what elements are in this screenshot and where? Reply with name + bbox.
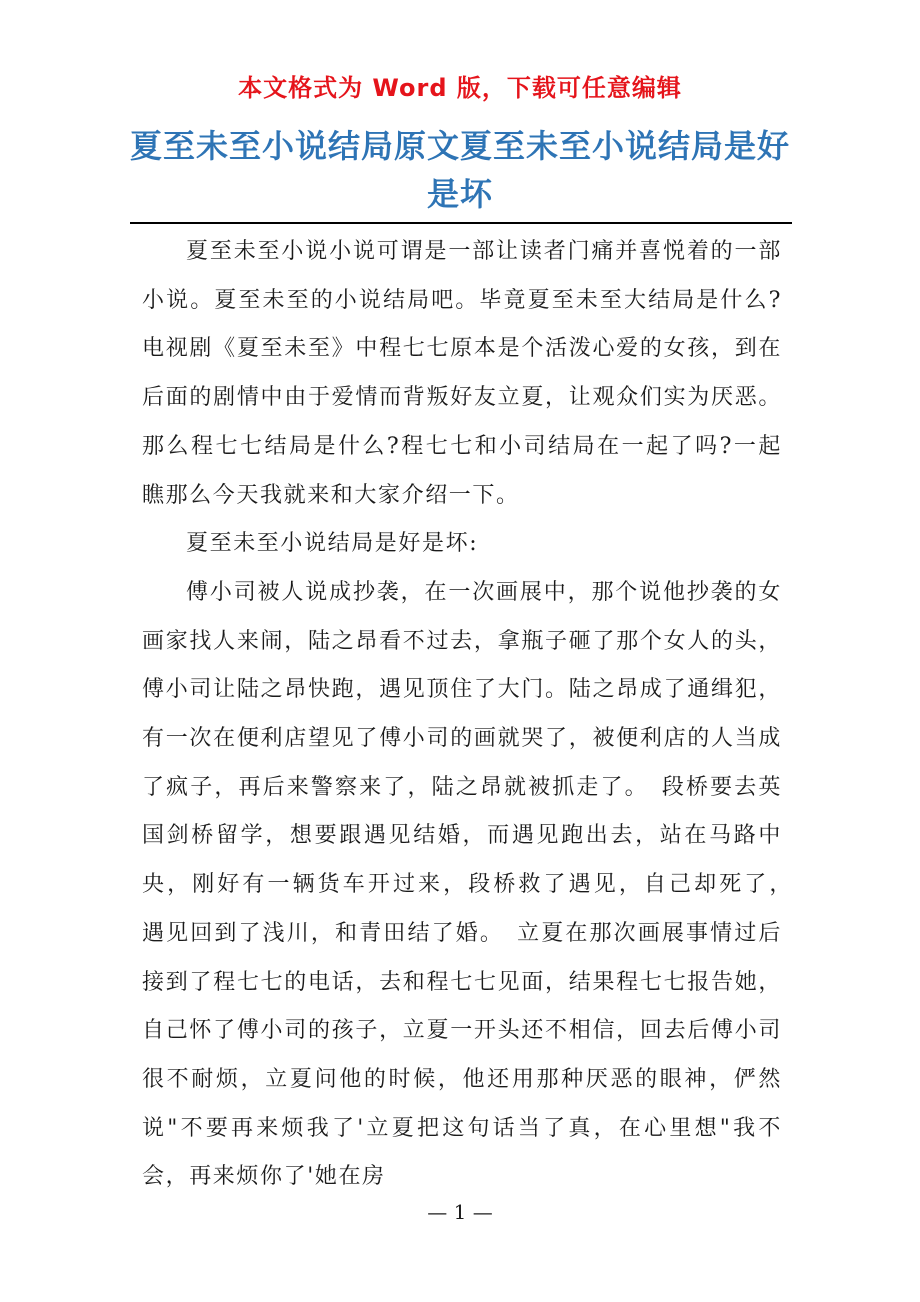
page-number: — 1 — [427,1200,493,1224]
paragraph-plot: 傅小司被人说成抄袭，在一次画展中，那个说他抄袭的女画家找人来闹，陆之昂看不过去，拿瓶子砸了那个女人的头，傅小司让陆之昂快跑，遇见顶住了大门。陆之昂成了通缉犯，有一次在便利店望见了傅小司的画就哭了，被便利店的人当成了疯子，再后来警察来了，陆之昂就被抓走了。 段桥要去英国剑桥留学，想要跟遇见结婚，而遇见跑出去，站在马路中央，刚好有一辆货车开过来，段桥救了遇见，自己却死了， 遇见回到了浅川，和青田结了婚。 立夏在那次画展事情过后接到了程七七的电话，去和程七七见面，结果程七七报告她，自己怀了傅小司的孩子，立夏一开头还不相信，回去后傅小司很不耐烦，立夏问他的时候，他还用那种厌恶的眼神，俨然说"不要再来烦我了'立夏把这句话当了真，在心里想"我不会，再来烦你了'她在房 [142,579,806,1190]
paragraph-subheading: 夏至未至小说结局是好是坏: [186,531,479,557]
document-title: 夏至未至小说结局原文夏至未至小说结局是好是坏 [130,127,791,213]
format-notice-banner: 本文格式为 Word 版，下载可任意编辑 [238,74,682,102]
paragraph-intro: 夏至未至小说小说可谓是一部让读者门痛并喜悦着的一部小说。夏至未至的小说结局吧。毕竟夏至未至大结局是什么?电视剧《夏至未至》中程七七原本是个活泼心爱的女孩，到在后面的剧情中由于爱情而背叛好友立夏，让观众们实为厌恶。那么程七七结局是什么?程七七和小司结局在一起了吗?一起瞧那么今天我就来和大家介绍一下。 [142,239,782,508]
title-divider [130,222,792,224]
document-body [142,228,806,1202]
